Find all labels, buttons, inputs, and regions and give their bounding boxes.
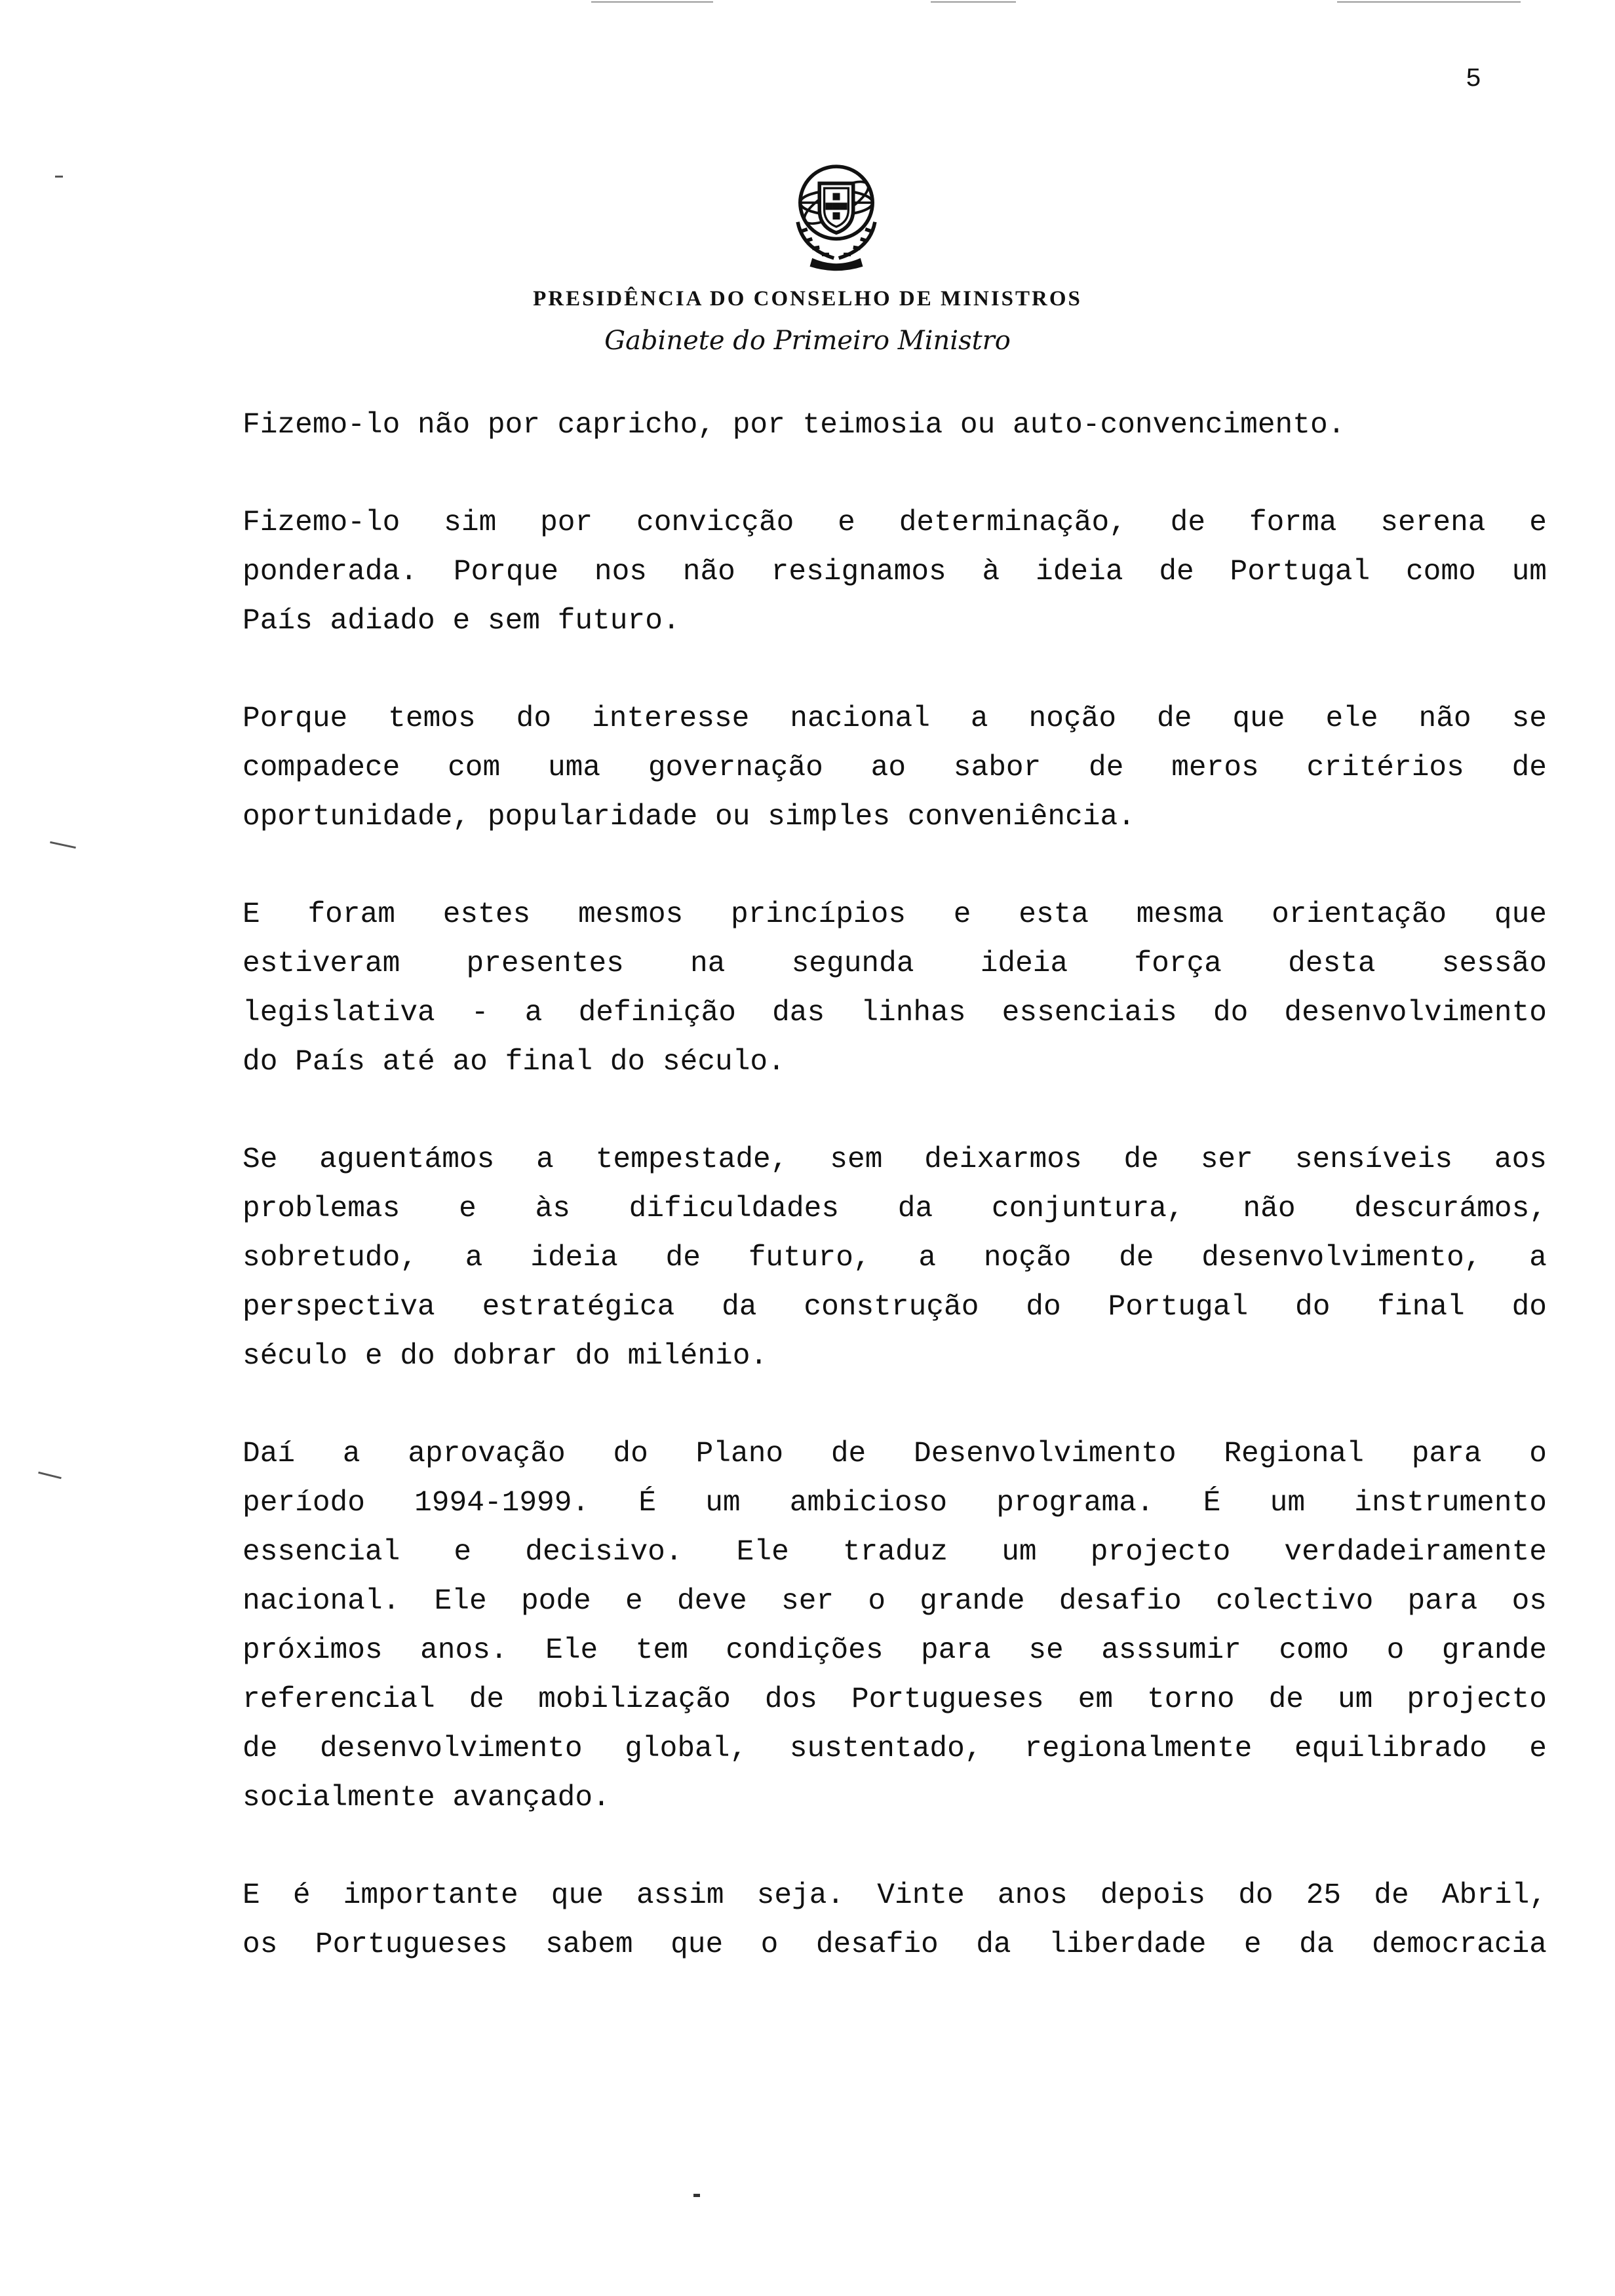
text-line: oportunidade, popularidade ou simples conveniência. — [243, 801, 1135, 833]
text-line: E foram estes mesmos princípios e esta mesma orientação que — [243, 898, 1547, 931]
text-line: problemas e às dificuldades da conjuntura, não descurámos, — [243, 1193, 1547, 1225]
paragraph-3 — [243, 695, 1547, 842]
scan-speck — [50, 841, 76, 849]
text-line: perspectiva estratégica da construção do Portugal do final do — [243, 1291, 1547, 1324]
coat-of-arms-icon — [776, 152, 897, 273]
paragraph-4 — [243, 890, 1547, 1087]
text-line: legislativa - a definição das linhas essenciais do desenvolvimento — [243, 997, 1547, 1029]
text-line: do País até ao final do século. — [243, 1046, 785, 1079]
office-title: PRESIDÊNCIA DO CONSELHO DE MINISTROS — [533, 287, 1082, 311]
scan-speck — [55, 176, 63, 178]
text-line: os Portugueses sabem que o desafio da liberdade e da democracia — [243, 1928, 1547, 1961]
text-line: Daí a aprovação do Plano de Desenvolvimento Regional para o — [243, 1438, 1547, 1470]
text-line: século e do dobrar do milénio. — [243, 1340, 768, 1373]
cabinet-signature: Gabinete do Primeiro Ministro — [604, 326, 1011, 356]
text-line: Porque temos do interesse nacional a noção de que ele não se — [243, 702, 1547, 735]
text-line: socialmente avançado. — [243, 1782, 610, 1814]
text-line: Fizemo-lo sim por convicção e determinação, de forma serena e — [243, 507, 1547, 539]
paragraph-7 — [243, 1871, 1547, 1970]
text-line: E é importante que assim seja. Vinte anos depois do 25 de Abril, — [243, 1879, 1547, 1912]
scan-speck — [693, 2194, 700, 2197]
scan-speck — [38, 1472, 62, 1480]
text-line: Se aguentámos a tempestade, sem deixarmos de ser sensíveis aos — [243, 1143, 1547, 1176]
text-line: essencial e decisivo. Ele traduz um projecto verdadeiramente — [243, 1536, 1547, 1569]
text-line: de desenvolvimento global, sustentado, regionalmente equilibrado e — [243, 1732, 1547, 1765]
paragraph-1 — [243, 401, 1547, 450]
paragraph-2 — [243, 499, 1547, 646]
paragraph-5 — [243, 1136, 1547, 1381]
text-line: próximos anos. Ele tem condições para se asssumir como o grande — [243, 1634, 1547, 1667]
paragraph-6 — [243, 1430, 1547, 1823]
scan-artifact-top-1 — [591, 1, 713, 3]
page-number: 5 — [1466, 65, 1482, 94]
text-line: Fizemo-lo não por capricho, por teimosia ou auto-convencimento. — [243, 409, 1346, 442]
document-body — [243, 401, 1547, 2018]
text-line: estiveram presentes na segunda ideia força desta sessão — [243, 947, 1547, 980]
text-line: referencial de mobilização dos Portugueses em torno de um projecto — [243, 1683, 1547, 1716]
scan-artifact-top-2 — [931, 1, 1016, 3]
text-line: ponderada. Porque nos não resignamos à ideia de Portugal como um — [243, 556, 1547, 588]
scan-artifact-top-3 — [1337, 1, 1521, 3]
text-line: País adiado e sem futuro. — [243, 605, 680, 638]
text-line: período 1994-1999. É um ambicioso programa. É um instrumento — [243, 1487, 1547, 1520]
text-line: sobretudo, a ideia de futuro, a noção de desenvolvimento, a — [243, 1242, 1547, 1274]
text-line: compadece com uma governação ao sabor de meros critérios de — [243, 752, 1547, 784]
text-line: nacional. Ele pode e deve ser o grande desafio colectivo para os — [243, 1585, 1547, 1618]
